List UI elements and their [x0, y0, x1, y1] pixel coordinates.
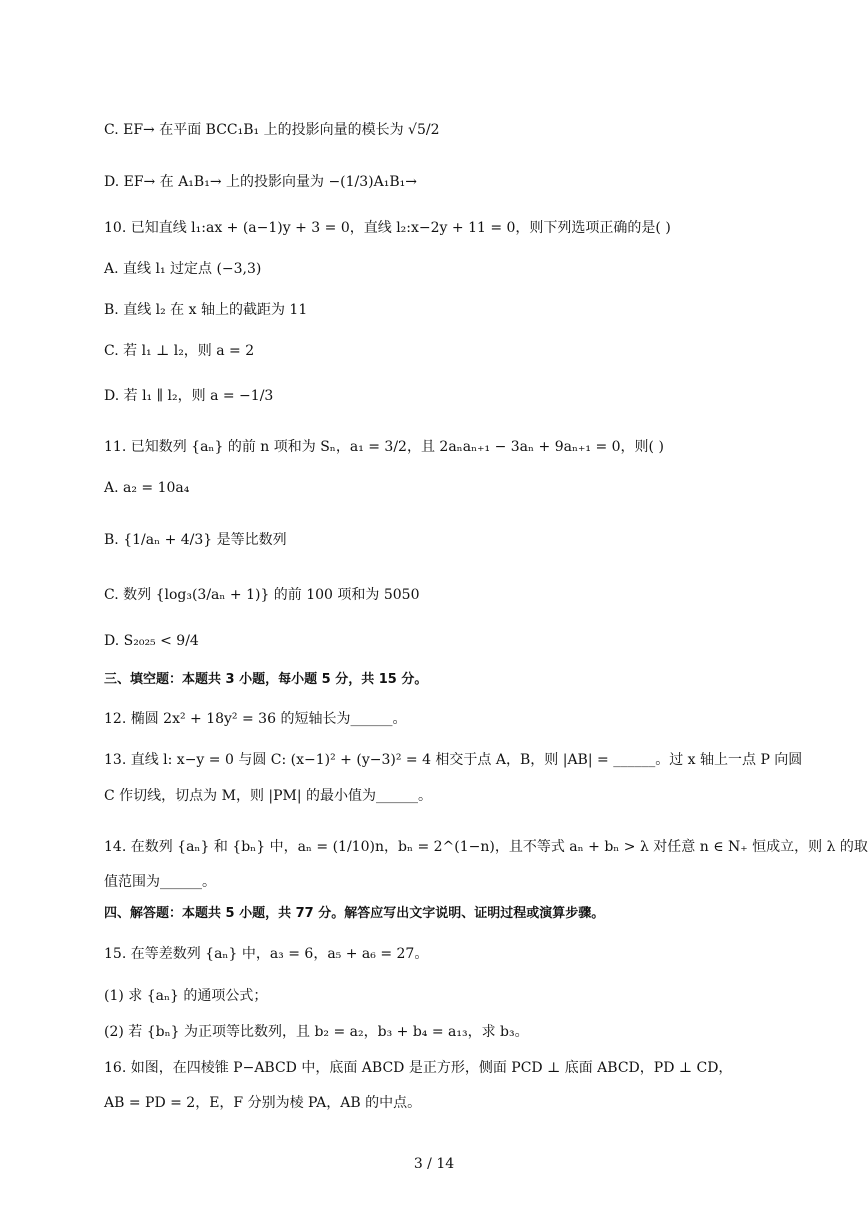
question-14-line1: 14. 在数列 {aₙ} 和 {bₙ} 中，aₙ = (1/10)n，bₙ = 2^(1−n)，且不等式 aₙ + bₙ > λ 对任意 n ∈ N₊ 恒成立，则 λ 的取: [104, 839, 868, 855]
section-heading-fill-in: 三、填空题：本题共 3 小题，每小题 5 分，共 15 分。: [104, 672, 428, 687]
question-10: 10. 已知直线 l₁:ax + (a−1)y + 3 = 0，直线 l₂:x−2y + 11 = 0，则下列选项正确的是( ): [104, 220, 671, 236]
option-9c: C. EF→ 在平面 BCC₁B₁ 上的投影向量的模长为 √5/2: [104, 122, 440, 138]
option-9d: D. EF→ 在 A₁B₁→ 上的投影向量为 −(1/3)A₁B₁→: [104, 174, 417, 190]
option-10b: B. 直线 l₂ 在 x 轴上的截距为 11: [104, 302, 308, 318]
question-13-line1: 13. 直线 l: x−y = 0 与圆 C: (x−1)² + (y−3)² = 4 相交于点 A，B，则 |AB| = ______。过 x 轴上一点 P 向圆: [104, 752, 803, 768]
option-11d: D. S₂₀₂₅ < 9/4: [104, 633, 199, 649]
question-14-line2: 值范围为______。: [104, 874, 216, 890]
question-13-line2: C 作切线，切点为 M，则 |PM| 的最小值为______。: [104, 788, 433, 804]
section-heading-solve: 四、解答题：本题共 5 小题，共 77 分。解答应写出文字说明、证明过程或演算步骤。: [104, 906, 605, 921]
question-12: 12. 椭圆 2x² + 18y² = 36 的短轴长为______。: [104, 711, 407, 727]
question-16-line2: AB = PD = 2，E，F 分别为棱 PA，AB 的中点。: [104, 1095, 422, 1111]
option-11b: B. {1/aₙ + 4/3} 是等比数列: [104, 532, 287, 548]
option-10c: C. 若 l₁ ⊥ l₂，则 a = 2: [104, 343, 255, 359]
page-number: 3 / 14: [413, 1156, 455, 1172]
option-10a: A. 直线 l₁ 过定点 (−3,3): [104, 261, 262, 277]
question-15-part2: (2) 若 {bₙ} 为正项等比数列，且 b₂ = a₂，b₃ + b₄ = a₁₃，求 b₃。: [104, 1024, 529, 1040]
question-16-line1: 16. 如图，在四棱锥 P−ABCD 中，底面 ABCD 是正方形，侧面 PCD ⊥ 底面 ABCD，PD ⊥ CD，: [104, 1060, 733, 1076]
question-15: 15. 在等差数列 {aₙ} 中，a₃ = 6，a₅ + a₆ = 27。: [104, 946, 429, 962]
option-10d: D. 若 l₁ ∥ l₂，则 a = −1/3: [104, 388, 274, 404]
question-15-part1: (1) 求 {aₙ} 的通项公式；: [104, 988, 268, 1004]
question-11: 11. 已知数列 {aₙ} 的前 n 项和为 Sₙ，a₁ = 3/2，且 2aₙaₙ₊₁ − 3aₙ + 9aₙ₊₁ = 0，则( ): [104, 439, 664, 455]
option-11c: C. 数列 {log₃(3/aₙ + 1)} 的前 100 项和为 5050: [104, 587, 420, 603]
option-11a: A. a₂ = 10a₄: [104, 480, 190, 496]
